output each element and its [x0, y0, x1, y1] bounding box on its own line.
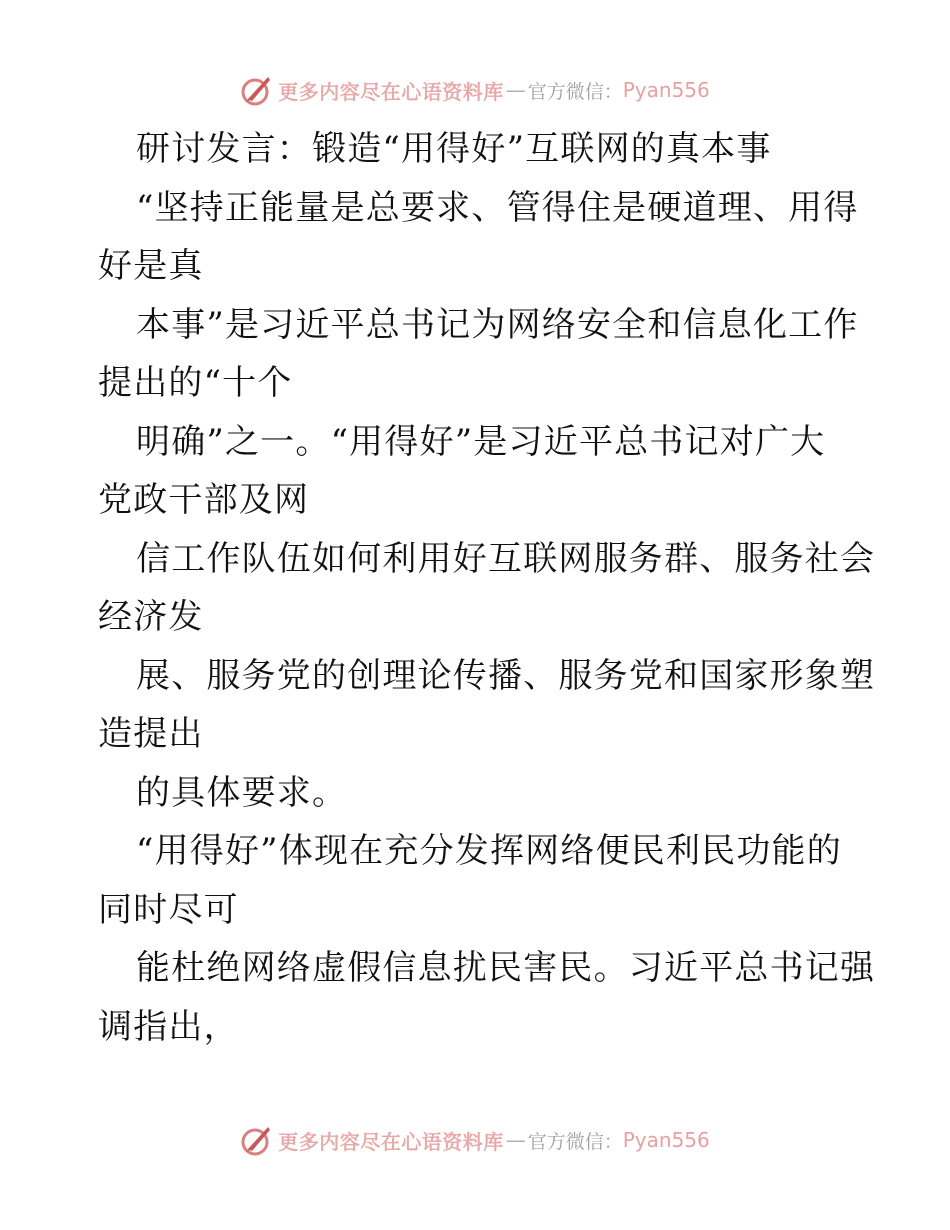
- document-body: [98, 120, 876, 1056]
- watermark-handle: Pyan556: [622, 78, 710, 102]
- document-title: 研讨发言：锻造“用得好”互联网的真本事: [136, 129, 772, 169]
- watermark-separator: —: [505, 1128, 526, 1152]
- text-line: 好是真: [98, 246, 204, 286]
- text-line: “坚持正能量是总要求、管得住是硬道理、用得: [136, 187, 859, 228]
- header-watermark: [0, 70, 950, 110]
- text-line: 本事”是习近平总书记为网络安全和信息化工作: [136, 304, 859, 345]
- text-line: 能杜绝网络虚假信息扰民害民。习近平总书记强: [136, 948, 876, 988]
- text-line: 党政干部及网: [98, 480, 310, 520]
- text-line: “用得好”体现在充分发挥网络便民利民功能的: [136, 831, 842, 871]
- text-line: 展、服务党的创理论传播、服务党和国家形象塑: [136, 655, 876, 696]
- quill-logo-icon: [240, 73, 274, 107]
- watermark-separator: —: [505, 78, 526, 102]
- text-line: 明确”之一。“用得好”是习近平总书记对广大: [136, 421, 826, 462]
- text-line: 同时尽可: [98, 889, 239, 930]
- watermark-text: 更多内容尽在心语资料库: [278, 79, 504, 104]
- watermark-text: 更多内容尽在心语资料库: [278, 1129, 504, 1154]
- watermark-handle: Pyan556: [622, 1128, 710, 1152]
- text-line: 提出的“十个: [98, 363, 293, 403]
- text-line: 的具体要求。: [136, 772, 348, 813]
- text-line: 经济发: [98, 597, 204, 637]
- watermark-side-label: 官方微信：: [527, 80, 623, 103]
- quill-logo-icon: [240, 1123, 274, 1157]
- text-line: 造提出: [98, 714, 204, 754]
- watermark-side-label: 官方微信：: [527, 1130, 623, 1153]
- text-line: 调指出，: [98, 1006, 239, 1047]
- text-line: 信工作队伍如何利用好互联网服务群、服务社会: [136, 538, 876, 579]
- footer-watermark: [0, 1120, 950, 1160]
